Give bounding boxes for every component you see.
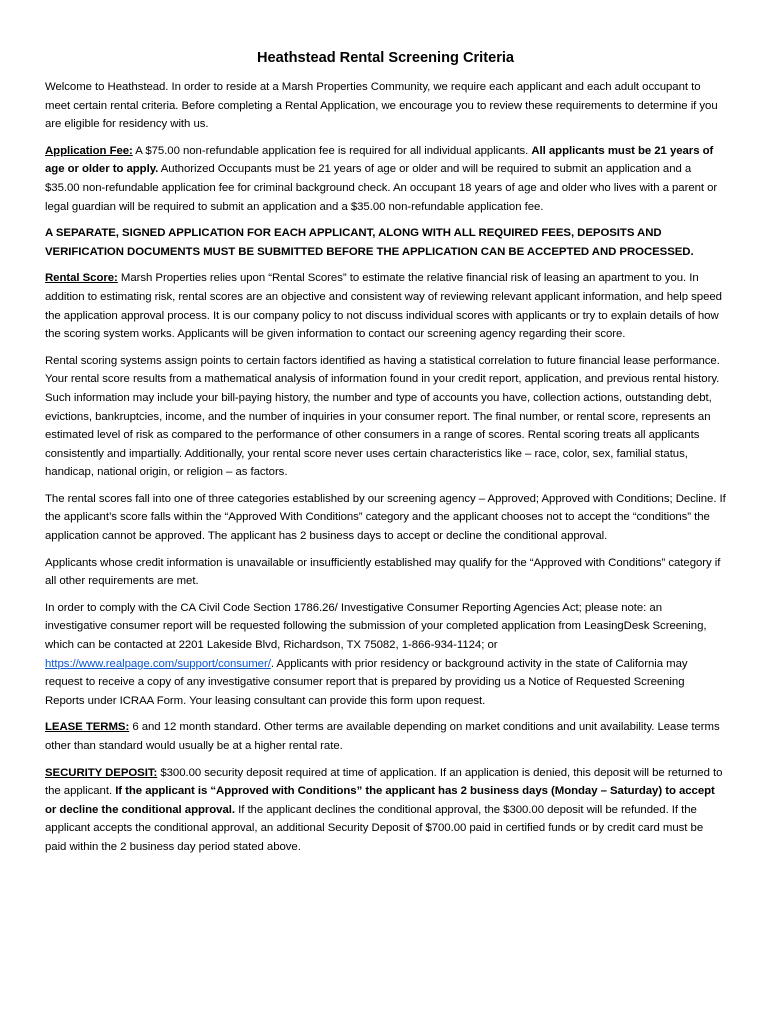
score-categories-paragraph: The rental scores fall into one of three categories established by our screening agency – Approved; Approved with Conditions; Decline. If the applicant’s score falls within the “Approved With Conditions” category and the applicant chooses not to accept the “conditions” the application cannot be approved. The applicant has 2 business days to accept or decline the conditional approval. <box>45 492 726 543</box>
lease-terms-paragraph <box>45 718 726 755</box>
security-deposit-conditional-notice: If the applicant is “Approved with Conditions” the applicant has 2 business days (Monday – Saturday) to accept or decline the conditional approval. <box>45 785 715 816</box>
application-fee-label: Application Fee: <box>45 144 133 157</box>
application-fee-text-2: Authorized Occupants must be 21 years of age or older and will be required to submit an application and a $35.00 non-refundable application fee for criminal background check. An occupant 18 years of age and older who lives with a parent or legal guardian will be required to submit an application and a $35.00 non-refundable application fee. <box>45 163 718 213</box>
credit-unavailable-paragraph: Applicants whose credit information is unavailable or insufficiently established may qualify for the “Approved with Conditions” category if all other requirements are met. <box>45 556 721 588</box>
application-fee-age-requirement: All applicants must be 21 years of age or older to apply. <box>45 144 714 176</box>
security-deposit-text-1: $300.00 security deposit required at time of application. If an application is denied, this deposit will be returned to the applicant. <box>45 766 723 798</box>
rental-score-label: Rental Score: <box>45 272 118 285</box>
application-fee-text-1: A $75.00 non-refundable application fee is required for all individual applicants. <box>132 144 532 157</box>
page-title: Heathstead Rental Screening Criteria <box>256 50 515 66</box>
security-deposit-paragraph <box>45 764 726 857</box>
rental-score-paragraph <box>45 269 726 343</box>
application-fee-paragraph <box>45 142 726 216</box>
separate-application-notice: A SEPARATE, SIGNED APPLICATION FOR EACH APPLICANT, ALONG WITH ALL REQUIRED FEES, DEPOSITS AND VERIFICATION DOCUMENTS MUST BE SUBMITTED BEFORE THE APPLICATION CAN BE ACCEPTED AND PROCESSED. <box>45 227 694 258</box>
ca-civil-text-1: In order to comply with the CA Civil Code Section 1786.26/ Investigative Consumer Reporting Agencies Act; please note: an investigative consumer report will be requested following the submission of your completed application from LeasingDesk Screening, which can be contacted at 2201 Lakeside Blvd, Richardson, TX 75082, 1-866-934-1124; or <box>45 601 707 652</box>
ca-civil-code-paragraph <box>45 599 726 711</box>
lease-terms-text: 6 and 12 month standard. Other terms are available depending on market conditions and unit availability. Lease terms other than standard would usually be at a higher rental rate. <box>45 721 720 752</box>
intro-paragraph: Welcome to Heathstead. In order to reside at a Marsh Properties Community, we require each applicant and each adult occupant to meet certain rental criteria. Before completing a Rental Application, we encourage you to review these requirements to determine if you are eligible for residency with us. <box>45 81 718 131</box>
rental-score-text: Marsh Properties relies upon “Rental Scores” to estimate the relative financial risk of leasing an apartment to you. In addition to estimating risk, rental scores are an objective and consistent way of reviewing relevant applicant information, and help speed the application approval process. It is our company policy to not discuss individual scores with applicants or try to explain details of how the scoring system works. Applicants will be given information to contact our screening agency regarding their score. <box>45 272 722 341</box>
security-deposit-label: SECURITY DEPOSIT: <box>45 766 158 779</box>
ca-civil-text-2: . Applicants with prior residency or background activity in the state of California may request to receive a copy of any investigative consumer report that is prepared by providing us a Notice of Requested Screening Reports under ICRAA Form. Your leasing consultant can provide this form upon request. <box>45 657 688 707</box>
consumer-support-link[interactable]: https://www.realpage.com/support/consumer/ <box>45 657 271 670</box>
scoring-systems-paragraph: Rental scoring systems assign points to certain factors identified as having a statistical correlation to future financial lease performance. Your rental score results from a mathematical analysis of information found in your credit report, application, and previous rental history. Such information may include your bill-paying history, the number and type of accounts you have, collection actions, outstanding debt, evictions, bankruptcies, income, and the number of inquiries in your consumer report. The final number, or rental score, represents an estimated level of risk as compared to the performance of other consumers in a range of scores. Rental scoring treats all applicants consistently and impartially. Additionally, your rental score never uses certain characteristics like – race, color, sex, familial status, handicap, national origin, or religion – as factors. <box>45 354 720 479</box>
security-deposit-text-2: If the applicant declines the conditional approval, the $300.00 deposit will be refunded. If the applicant accepts the conditional approval, an additional Security Deposit of $700.00 paid in certified funds or by credit card must be paid within the 2 business day period stated above. <box>45 803 704 853</box>
lease-terms-label: LEASE TERMS: <box>45 721 130 734</box>
